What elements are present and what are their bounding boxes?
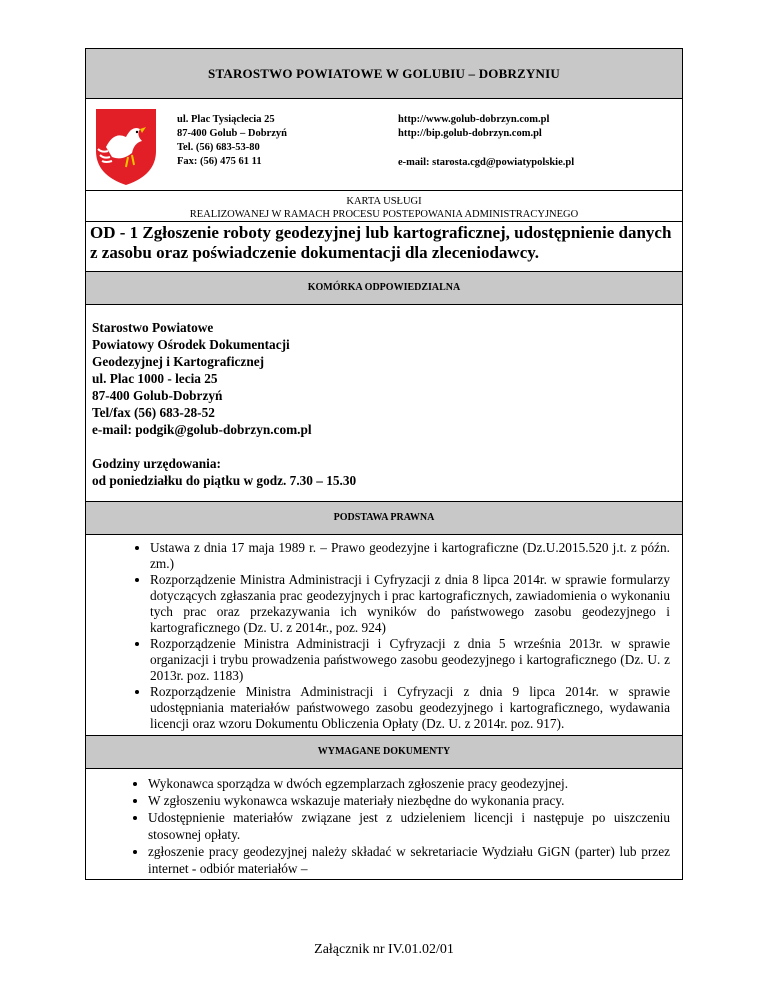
legal-list xyxy=(92,540,670,732)
list-item: • Rozporządzenie Ministra Administracji i Cyfryzacji z dnia 9 lipca 2014r. w sprawie udostępniania materiałów państwowego zasobu geodezyjnego i kartograficznego, wydawania licencji oraz wzoru Dokumentu Obliczenia Opłaty (Dz. U. z 2014r. poz. 917). xyxy=(150,684,670,732)
list-item: • Rozporządzenie Ministra Administracji i Cyfryzacji z dnia 8 lipca 2014r. w sprawie formularzy dotyczących zgłaszania prac geodezyjnych i prac kartograficznych, zawiadomienia o wykonaniu tych prac oraz przekazywania ich wyników do państwowego zasobu geodezyjnego i kartograficznego (Dz. U. z 2014r., poz. 924) xyxy=(150,572,670,636)
institution-name: STAROSTWO POWIATOWE W GOLUBIU – DOBRZYNIU xyxy=(86,49,682,99)
card-heading-line: REALIZOWANEJ W RAMACH PROCESU POSTEPOWANIA ADMINISTRACYJNEGO xyxy=(189,209,579,220)
list-item: • zgłoszenie pracy geodezyjnej należy składać w sekretariacie Wydziału GiGN (parter) lub przez internet - odbiór materiałów – xyxy=(148,843,670,877)
list-item: • Ustawa z dnia 17 maja 1989 r. – Prawo geodezyjne i kartograficzne (Dz.U.2015.520 j.t. z późn. zm.) xyxy=(150,540,670,572)
unit-line: Tel/fax (56) 683-28-52 xyxy=(92,405,215,420)
email-link[interactable]: e-mail: starosta.cgd@powiatypolskie.pl xyxy=(398,157,575,168)
unit-email[interactable]: e-mail: podgik@golub-dobrzyn.com.pl xyxy=(92,422,312,437)
fax-line: Fax: (56) 475 61 11 xyxy=(177,156,262,167)
required-documents xyxy=(86,769,682,879)
office-hours-title: Godziny urzędowania: xyxy=(92,456,221,471)
office-address xyxy=(177,113,287,169)
coat-of-arms-icon xyxy=(92,107,160,187)
list-item: • Wykonawca sporządza w dwóch egzemplarzach zgłoszenie pracy geodezyjnej. xyxy=(148,775,670,792)
list-item: • Rozporządzenie Ministra Administracji i Cyfryzacji z dnia 5 września 2013r. w sprawie organizacji i trybu prowadzenia państwowego zasobu geodezyjnego i kartograficznego (Dz. U. z 2013r. poz. 1183) xyxy=(150,636,670,684)
docs-list xyxy=(92,775,670,877)
list-item: • W zgłoszeniu wykonawca wskazuje materiały niezbędne do wykonania pracy. xyxy=(148,792,670,809)
section-heading-legal: PODSTAWA PRAWNA xyxy=(86,502,682,535)
card-heading-line: KARTA USŁUGI xyxy=(346,196,422,207)
unit-line: ul. Plac 1000 - lecia 25 xyxy=(92,371,218,386)
bip-link[interactable]: http://bip.golub-dobrzyn.com.pl xyxy=(398,128,542,139)
unit-line: Powiatowy Ośrodek Dokumentacji xyxy=(92,337,290,352)
service-card xyxy=(85,48,683,880)
web-links xyxy=(398,113,549,141)
unit-line: 87-400 Golub-Dobrzyń xyxy=(92,388,223,403)
address-line: ul. Plac Tysiąclecia 25 xyxy=(177,114,275,125)
service-title: OD - 1 Zgłoszenie roboty geodezyjnej lub kartograficznej, udostępnienie danych z zasobu oraz poświadczenie dokumentacji dla zleceniodawcy. xyxy=(86,221,682,272)
unit-line: Geodezyjnej i Kartograficznej xyxy=(92,354,265,369)
card-heading xyxy=(86,191,682,221)
unit-line: Starostwo Powiatowe xyxy=(92,320,214,335)
office-hours: od poniedziałku do piątku w godz. 7.30 – 15.30 xyxy=(92,473,357,488)
responsible-unit xyxy=(86,305,682,502)
website-link[interactable]: http://www.golub-dobrzyn.com.pl xyxy=(398,114,550,125)
address-line: 87-400 Golub – Dobrzyń xyxy=(177,128,287,139)
attachment-number: Załącznik nr IV.01.02/01 xyxy=(314,942,454,957)
section-heading-unit: KOMÓRKA ODPOWIEDZIALNA xyxy=(86,272,682,305)
phone-line: Tel. (56) 683-53-80 xyxy=(177,142,260,153)
legal-basis xyxy=(86,535,682,736)
list-item: • Udostępnienie materiałów związane jest z udzieleniem licencji i następuje po uiszczeniu stosownej opłaty. xyxy=(148,809,670,843)
contact-header xyxy=(86,99,682,191)
section-heading-docs: WYMAGANE DOKUMENTY xyxy=(86,736,682,769)
